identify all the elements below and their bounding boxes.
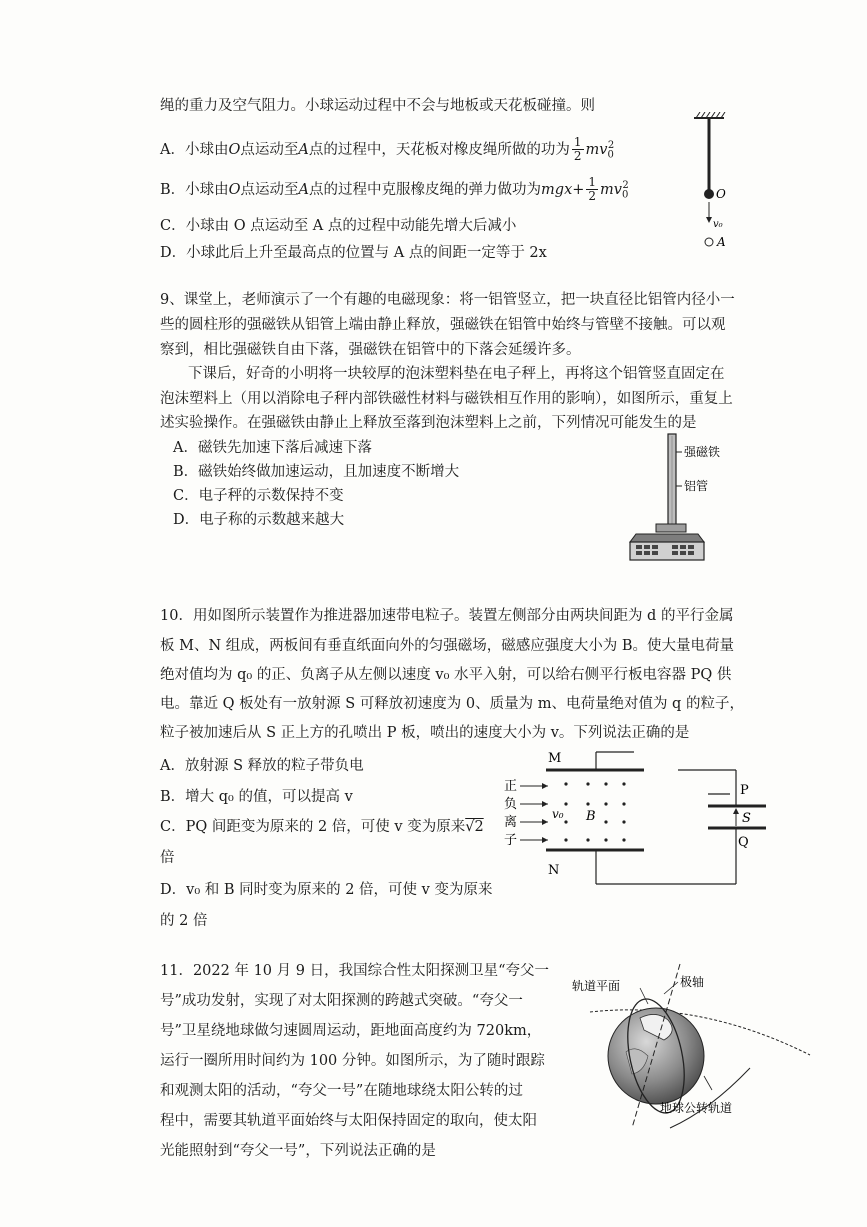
q10-option-c: C．PQ 间距变为原来的 2 倍，可使 v 变为原来√2 — [160, 819, 484, 835]
label-q: Q — [738, 835, 749, 850]
q8-option-b: B．小球由O点运动至A点的过程中克服橡皮绳的弹力做功为mgx+ $\frac{1}{2}$ $mv_0^2$ — [160, 175, 629, 204]
mhd-generator-diagram — [500, 748, 770, 888]
q11-line-7: 光能照射到“夸父一号”，下列说法正确的是 — [160, 1143, 436, 1159]
q9-line-2: 些的圆柱形的强磁铁从铝管上端由静止释放，强磁铁在铝管中始终与管壁不接触。可以观 — [160, 317, 726, 333]
label-n: N — [548, 863, 560, 878]
rubber-band-diagram — [690, 112, 750, 262]
fraction-half: $\frac{1}{2}$ — [588, 175, 597, 204]
q10-option-c-cont: 倍 — [160, 850, 175, 866]
q10-option-d: D．v₀ 和 B 同时变为原来的 2 倍，可使 v 变为原来 — [160, 882, 493, 898]
label-p: P — [740, 783, 749, 798]
q11-line-5: 和观测太阳的活动，“夸父一号”在随地球绕太阳公转的过 — [160, 1083, 523, 1099]
label-orbit-plane: 轨道平面 — [572, 979, 621, 993]
q11-line-4: 运行一圈所用时间约为 100 分钟。如图所示，为了随时跟踪 — [160, 1053, 545, 1069]
q9-option-a: A．磁铁先加速下落后减速下落 — [173, 440, 372, 456]
magnet-tube-diagram — [628, 430, 738, 562]
label-s: S — [742, 811, 751, 826]
q8-intro: 绳的重力及空气阻力。小球运动过程中不会与地板或天花板碰撞。则 — [160, 98, 595, 114]
label-magnet: 强磁铁 — [684, 445, 721, 459]
q9-line-4: 下课后，好奇的小明将一块较厚的泡沫塑料垫在电子秤上，再将这个铝管竖直固定在 — [188, 366, 725, 382]
fraction-half: $\frac{1}{2}$ — [573, 135, 582, 164]
q9-option-d: D．电子称的示数越来越大 — [173, 512, 345, 528]
q10-option-a: A．放射源 S 释放的粒子带负电 — [160, 758, 364, 774]
label-tube: 铝管 — [684, 479, 709, 493]
label-polar-axis: 极轴 — [680, 975, 705, 989]
q10-line-3: 绝对值均为 q₀ 的正、负离子从左侧以速度 v₀ 水平入射，可以给右侧平行板电容器 PQ 供 — [160, 667, 732, 683]
q11-line-6: 程中，需要其轨道平面始终与太阳保持固定的取向，使太阳 — [160, 1113, 537, 1129]
q10-line-2: 板 M、N 组成，两板间有垂直纸面向外的匀强磁场，磁感应强度大小为 B。使大量电荷量 — [160, 638, 735, 654]
q9-option-b: B．磁铁始终做加速运动，且加速度不断增大 — [173, 464, 460, 480]
q10-option-b: B．增大 q₀ 的值，可以提高 v — [160, 789, 353, 805]
q10-line-4: 电。靠近 Q 板处有一放射源 S 可释放初速度为 0、质量为 m、电荷量绝对值为 q 的粒子， — [160, 696, 744, 712]
q9-line-6: 述实验操作。在强磁铁由静止上释放至落到泡沫塑料上之前，下列情况可能发生的是 — [160, 415, 697, 431]
q8-option-a: A．小球由O点运动至A点的过程中，天花板对橡皮绳所做的功为 $\frac{1}{2}$ $mv_0^2$ — [160, 135, 615, 164]
q10-line-1: 10．用如图所示装置作为推进器加速带电粒子。装置左侧部分由两块间距为 d 的平行金属 — [160, 608, 734, 624]
q8-figure — [690, 112, 750, 262]
q11-line-2: 号”成功发射，实现了对太阳探测的跨越式突破。“夸父一 — [160, 993, 523, 1009]
q9-line-3: 察到，相比强磁铁自由下落，强磁铁在铝管中的下落会延缓许多。 — [160, 342, 581, 358]
label-v0: v₀ — [552, 807, 564, 821]
label-v0: v₀ — [713, 219, 723, 230]
label-fu: 负 — [504, 797, 518, 812]
q11-line-1: 11．2022 年 10 月 9 日，我国综合性太阳探测卫星“夸父一 — [160, 963, 549, 979]
q9-line-5: 泡沫塑料上（用以消除电子秤内部铁磁性材料与磁铁相互作用的影响），如图所示，重复上 — [160, 391, 733, 407]
q8-option-d: D．小球此后上升至最高点的位置与 A 点的间距一定等于 2x — [160, 245, 547, 261]
earth-orbit-diagram — [560, 960, 820, 1130]
q11-line-3: 号”卫星绕地球做匀速圆周运动，距地面高度约为 720km， — [160, 1023, 542, 1039]
label-li: 离 — [504, 815, 518, 830]
label-o: O — [716, 187, 726, 201]
q9-option-c: C．电子秤的示数保持不变 — [173, 488, 344, 504]
label-a: A — [717, 235, 726, 249]
q11-figure — [560, 960, 820, 1130]
label-m: M — [548, 751, 562, 766]
label-zheng: 正 — [504, 779, 518, 794]
label-zi: 子 — [504, 833, 518, 848]
q10-line-5: 粒子被加速后从 S 正上方的孔喷出 P 板，喷出的速度大小为 v。下列说法正确的是 — [160, 725, 690, 741]
q10-option-d-cont: 的 2 倍 — [160, 913, 208, 929]
q9-figure — [628, 430, 738, 562]
q10-figure — [500, 748, 770, 888]
q9-line-1: 9、课堂上，老师演示了一个有趣的电磁现象：将一铝管竖立，把一块直径比铝管内径小一 — [160, 292, 735, 308]
label-b: B — [586, 809, 596, 824]
label-earth-orbit: 地球公转轨道 — [660, 1101, 733, 1115]
q8-option-c: C．小球由 O 点运动至 A 点的过程中动能先增大后减小 — [160, 218, 517, 234]
